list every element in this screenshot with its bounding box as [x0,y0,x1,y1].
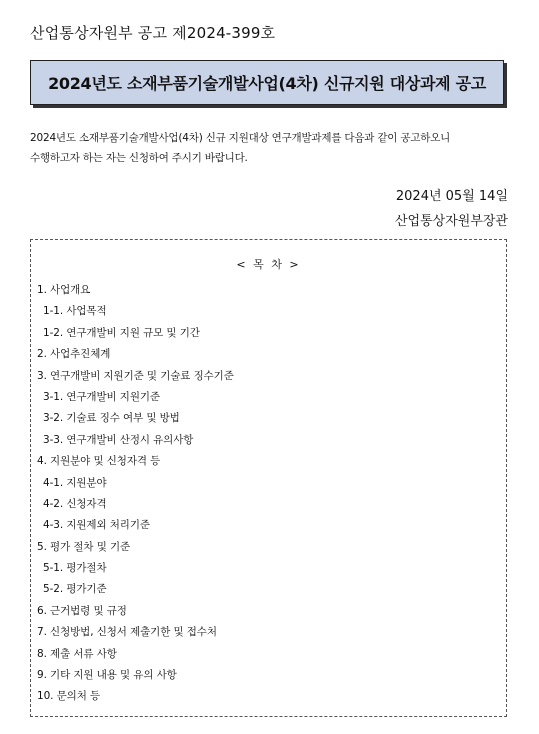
issuer-name: 산업통상자원부장관 [394,214,508,229]
toc-subitem: 4-1. 지원분야 [43,476,107,489]
toc-item: 6. 근거법령 및 규정 [37,604,127,617]
toc-item: 3. 연구개발비 지원기준 및 기술료 징수기준 [37,369,234,382]
toc-item: 7. 신청방법, 신청서 제출기한 및 접수처 [37,626,217,639]
toc-item: 1. 사업개요 [37,284,91,296]
toc-item: 4. 지원분야 및 신청자격 등 [37,455,161,468]
table-of-contents [30,239,507,717]
toc-item: 8. 제출 서류 사항 [37,647,117,660]
intro-line-2: 수행하고자 하는 자는 신청하여 주시기 바랍니다. [30,152,248,164]
toc-subitem: 5-1. 평가절차 [43,562,107,575]
title-banner [30,60,504,105]
toc-subitem: 3-3. 연구개발비 산정시 유의사항 [43,433,194,446]
intro-line-1: 2024년도 소재부품기술개발사업(4차) 신규 지원대상 연구개발과제를 다음과 같이 공고하오니 [30,132,451,144]
toc-list [37,280,234,708]
document-title: 2024년도 소재부품기술개발사업(4차) 신규지원 대상과제 공고 [48,74,486,93]
toc-item: 5. 평가 절차 및 기준 [37,540,131,553]
toc-subitem: 1-1. 사업목적 [43,305,107,318]
toc-subitem: 1-2. 연구개발비 지원 규모 및 기간 [43,326,200,339]
toc-subitem: 4-2. 신청자격 [43,497,107,510]
toc-item: 9. 기타 지원 내용 및 유의 사항 [37,669,177,682]
toc-heading: < 목 차 > [236,258,301,271]
toc-subitem: 4-3. 지원제외 처리기준 [43,519,150,532]
toc-item: 10. 문의처 등 [37,690,101,703]
toc-subitem: 5-2. 평가기준 [43,583,107,596]
toc-subitem: 3-2. 기술료 징수 여부 및 방법 [43,412,180,425]
document-number: 산업통상자원부 공고 제2024-399호 [30,24,276,42]
intro-paragraph [30,128,510,168]
toc-item: 2. 사업추진체계 [37,348,111,361]
announcement-date: 2024년 05월 14일 [395,189,508,204]
toc-subitem: 3-1. 연구개발비 지원기준 [43,390,160,403]
